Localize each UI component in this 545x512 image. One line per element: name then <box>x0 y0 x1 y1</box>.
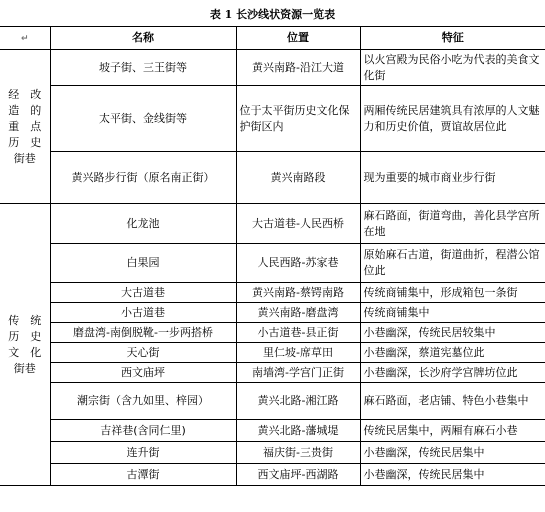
location-cell: 黄兴南路-磨盘湾 <box>236 303 360 323</box>
category-line: 重 点 <box>8 119 42 133</box>
location-cell: 黄兴南路-蔡锷南路 <box>236 283 360 303</box>
location-cell: 小古道巷-县正街 <box>236 323 360 343</box>
category-line: 造 的 <box>8 103 42 117</box>
category-line: 历 史 <box>8 135 42 149</box>
location-cell: 里仁坡-席草田 <box>236 343 360 363</box>
category-line: 经 改 <box>8 87 42 101</box>
header-location: 位置 <box>236 27 360 50</box>
header-name: 名称 <box>50 27 236 50</box>
feature-cell: 小巷幽深，传统民居集中 <box>360 464 545 486</box>
table-row <box>0 204 545 244</box>
paragraph-mark-icon: ↵ <box>20 33 29 44</box>
feature-cell: 原始麻石古道，街道曲折，程潜公馆位此 <box>360 244 545 283</box>
table-title: 表 1 长沙线状资源一览表 <box>209 8 336 21</box>
table-row <box>0 50 545 86</box>
name-cell: 西文庙坪 <box>50 363 236 383</box>
category-cell-renovated <box>0 50 50 204</box>
location-cell: 南墙湾-学宫门正街 <box>236 363 360 383</box>
table-row <box>0 152 545 204</box>
feature-cell: 小巷幽深，长沙府学宫牌坊位此 <box>360 363 545 383</box>
table-row <box>0 323 545 343</box>
location-cell: 大古道巷-人民西桥 <box>236 204 360 244</box>
name-cell: 天心街 <box>50 343 236 363</box>
table-row <box>0 303 545 323</box>
name-cell: 连升街 <box>50 442 236 464</box>
resource-table <box>0 26 545 486</box>
category-line: 街巷 <box>13 361 36 375</box>
feature-cell: 小巷幽深，传统民居集中 <box>360 442 545 464</box>
category-line: 历 史 <box>8 329 42 343</box>
table-row <box>0 244 545 283</box>
feature-cell: 以火宫殿为民俗小吃为代表的美食文化街 <box>360 50 545 86</box>
header-row <box>0 27 545 50</box>
category-line: 街巷 <box>13 151 36 165</box>
location-cell: 黄兴南路-沿江大道 <box>236 50 360 86</box>
name-cell: 磨盘湾-南倒脱靴-一步两搭桥 <box>50 323 236 343</box>
table-row <box>0 343 545 363</box>
name-cell: 白果园 <box>50 244 236 283</box>
feature-cell: 麻石路面，街道弯曲，善化县学宫所在地 <box>360 204 545 244</box>
name-cell: 太平街、金线街等 <box>50 86 236 152</box>
name-cell: 大古道巷 <box>50 283 236 303</box>
category-cell-traditional <box>0 204 50 486</box>
feature-cell: 两厢传统民居建筑具有浓厚的人文魅力和历史价值，贾谊故居位此 <box>360 86 545 152</box>
feature-cell: 小巷幽深，传统民居较集中 <box>360 323 545 343</box>
feature-cell: 传统商铺集中 <box>360 303 545 323</box>
name-cell: 潮宗街（含九如里、梓园） <box>50 383 236 420</box>
location-cell: 人民西路-苏家巷 <box>236 244 360 283</box>
table-row <box>0 363 545 383</box>
location-cell: 位于太平街历史文化保护街区内 <box>236 86 360 152</box>
table-row <box>0 283 545 303</box>
category-line: 文 化 <box>8 345 42 359</box>
feature-cell: 传统民居集中，两厢有麻石小巷 <box>360 420 545 442</box>
name-cell: 小古道巷 <box>50 303 236 323</box>
name-cell: 化龙池 <box>50 204 236 244</box>
location-cell: 黄兴北路-湘江路 <box>236 383 360 420</box>
location-cell: 福庆街-三贵街 <box>236 442 360 464</box>
table-row <box>0 86 545 152</box>
category-line: 传 统 <box>8 313 42 327</box>
name-cell: 吉祥巷(含同仁里) <box>50 420 236 442</box>
location-cell: 西文庙坪-西湖路 <box>236 464 360 486</box>
location-cell: 黄兴北路-藩城堤 <box>236 420 360 442</box>
feature-cell: 小巷幽深，蔡道宪墓位此 <box>360 343 545 363</box>
feature-cell: 麻石路面，老店铺、特色小巷集中 <box>360 383 545 420</box>
name-cell: 古潭街 <box>50 464 236 486</box>
feature-cell: 传统商铺集中，形成箱包一条街 <box>360 283 545 303</box>
table-row <box>0 383 545 420</box>
table-row <box>0 442 545 464</box>
table-row <box>0 420 545 442</box>
name-cell: 黄兴路步行街（原名南正街） <box>50 152 236 204</box>
table-row <box>0 464 545 486</box>
name-cell: 坡子街、三王街等 <box>50 50 236 86</box>
header-category <box>0 27 50 50</box>
location-cell: 黄兴南路段 <box>236 152 360 204</box>
header-feature: 特征 <box>360 27 545 50</box>
feature-cell: 现为重要的城市商业步行街 <box>360 152 545 204</box>
